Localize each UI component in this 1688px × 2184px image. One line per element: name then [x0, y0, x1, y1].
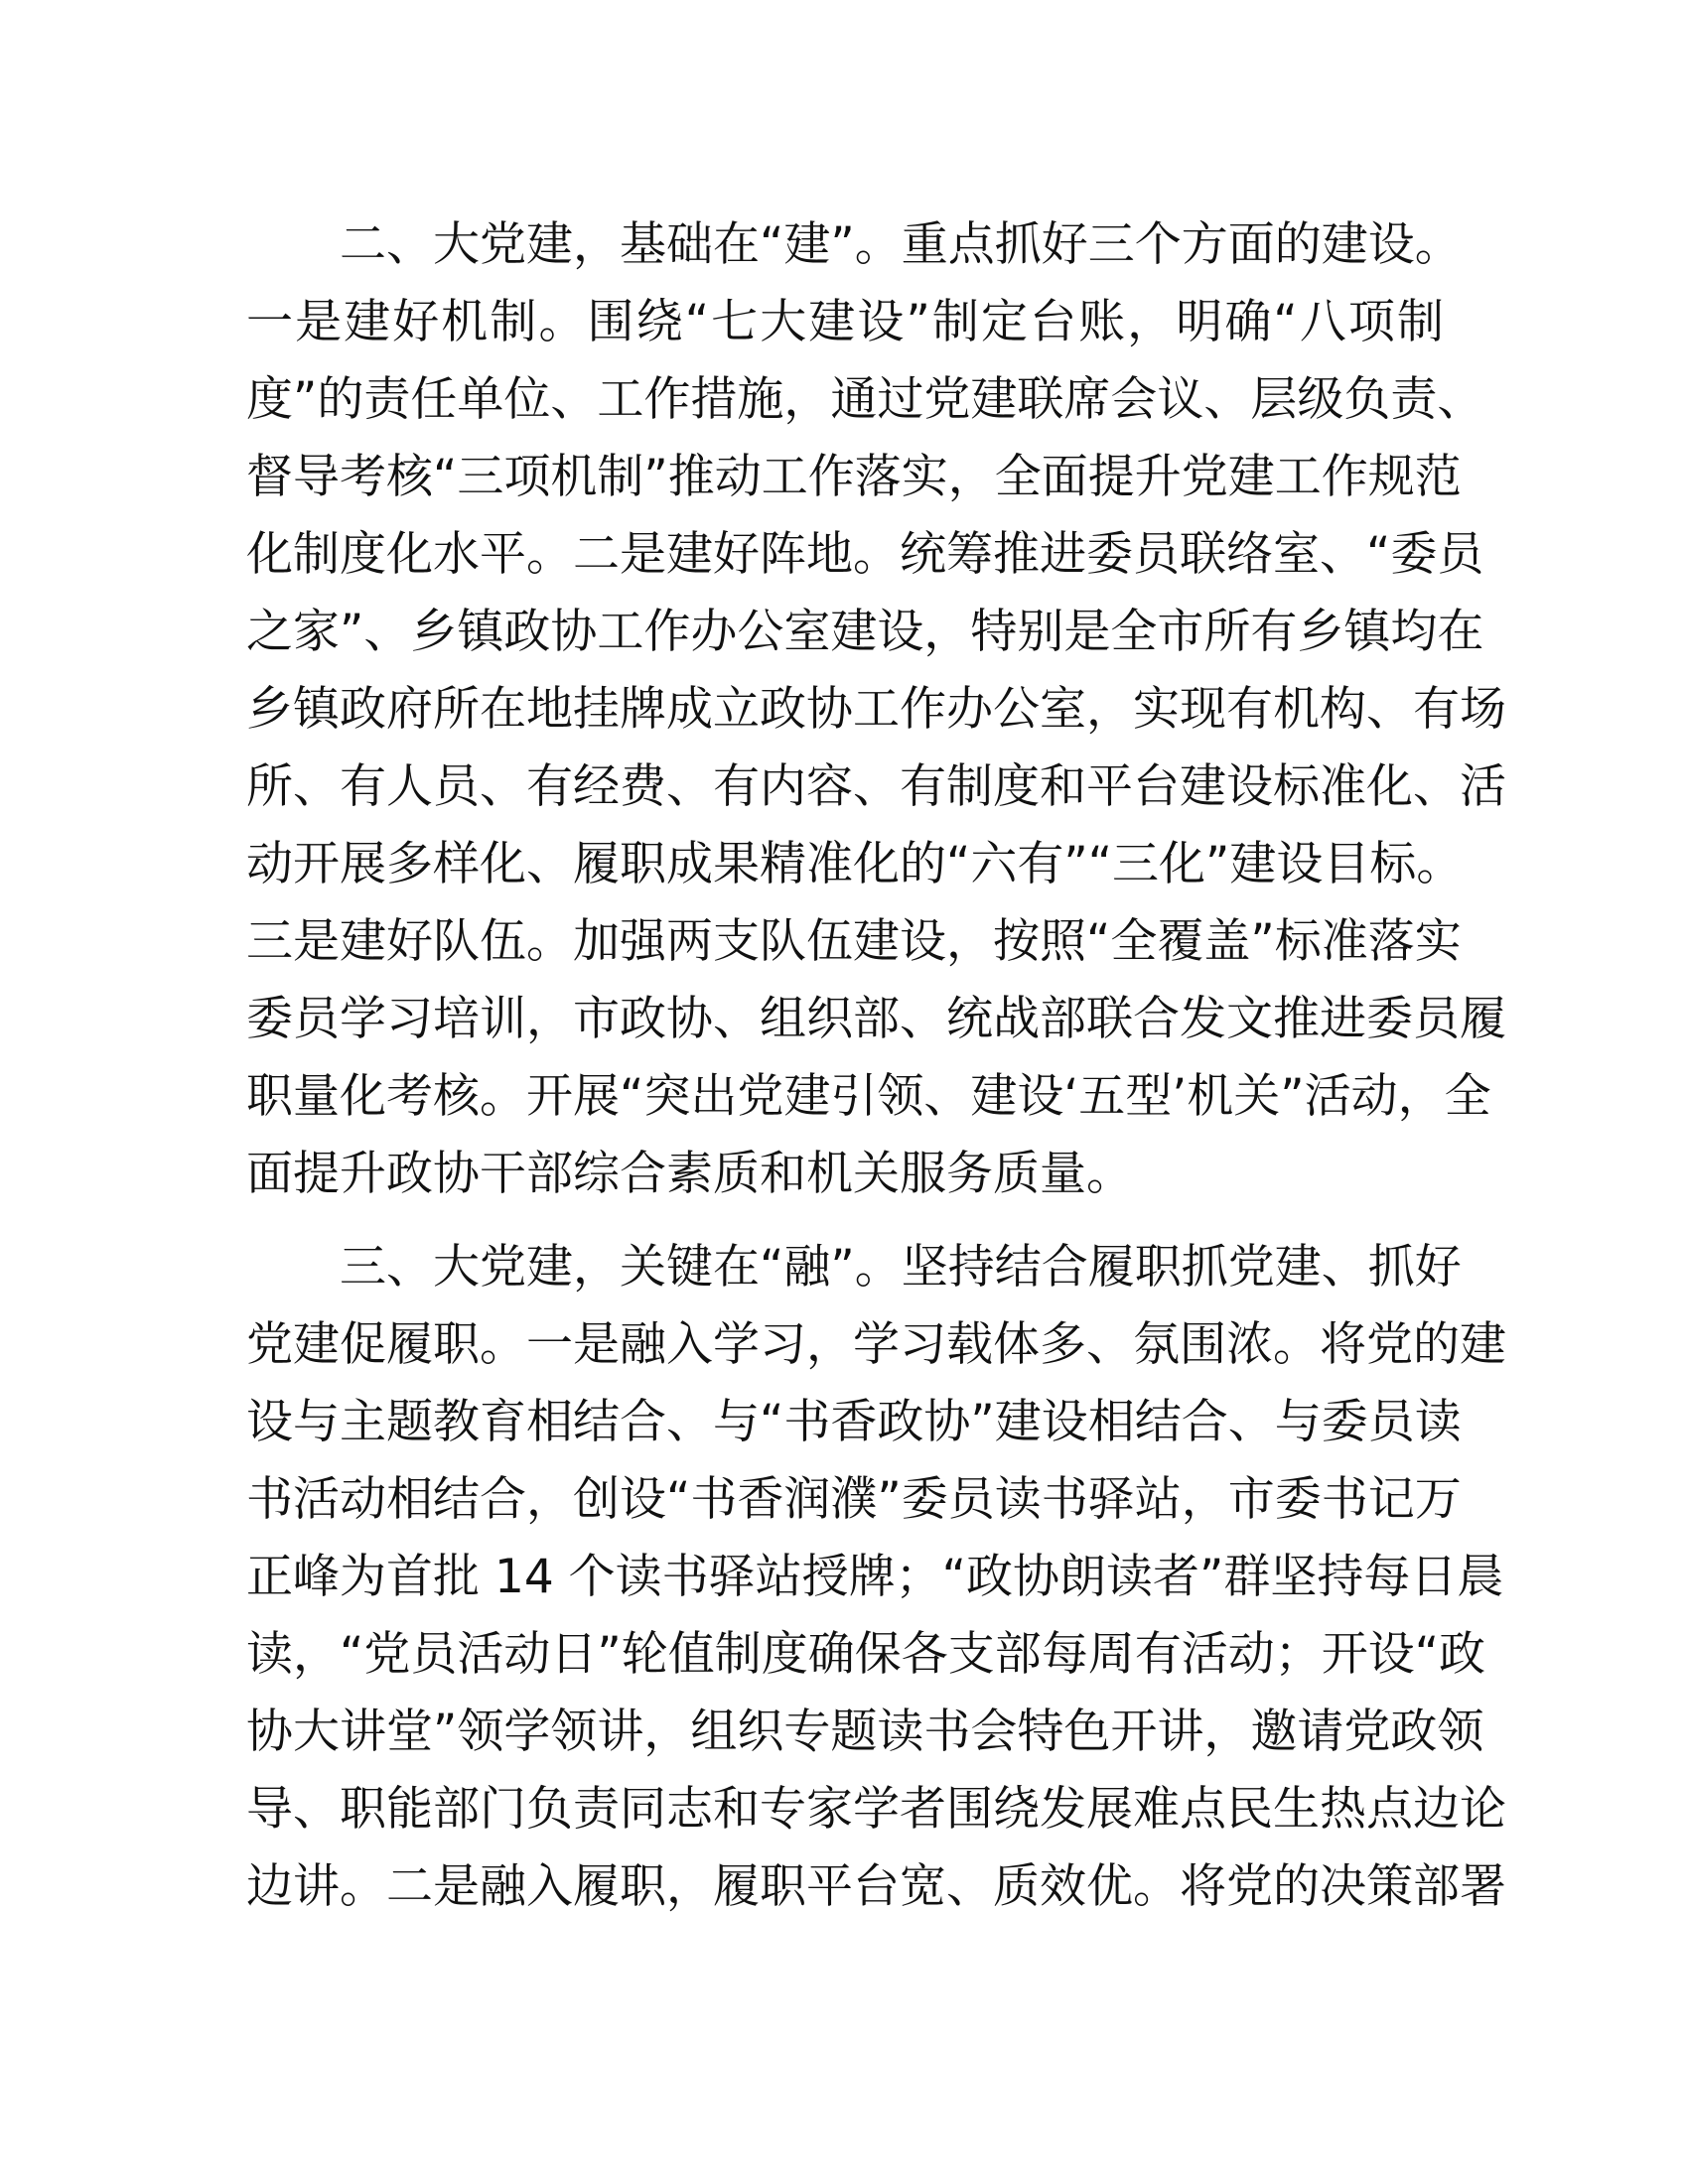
text-line: 二、大党建，基础在“建”。重点抓好三个方面的建设。	[340, 217, 1462, 272]
text-line: 化制度化水平。二是建好阵地。统筹推进委员联络室、“委员	[246, 527, 1484, 582]
text-line: 度”的责任单位、工作措施，通过党建联席会议、层级负责、	[246, 372, 1484, 427]
text-line: 设与主题教育相结合、与“书香政协”建设相结合、与委员读	[246, 1395, 1462, 1449]
text-line: 动开展多样化、履职成果精准化的“六有”“三化”建设目标。	[246, 837, 1464, 891]
text-line: 导、职能部门负责同志和专家学者围绕发展难点民生热点边论	[246, 1782, 1506, 1837]
text-line: 督导考核“三项机制”推动工作落实，全面提升党建工作规范	[246, 450, 1462, 504]
paragraph-2-building	[246, 206, 1506, 1213]
text-line: 委员学习培训，市政协、组织部、统战部联合发文推进委员履	[246, 992, 1506, 1046]
text-line: 正峰为首批 14 个读书驿站授牌；“政协朗读者”群坚持每日晨	[246, 1550, 1504, 1604]
text-line: 职量化考核。开展“突出党建引领、建设‘五型’机关”活动，全	[246, 1069, 1491, 1124]
text-line: 边讲。二是融入履职，履职平台宽、质效优。将党的决策部署	[246, 1859, 1506, 1914]
text-line: 协大讲堂”领学领讲，组织专题读书会特色开讲，邀请党政领	[246, 1705, 1484, 1759]
text-line: 三、大党建，关键在“融”。坚持结合履职抓党建、抓好	[340, 1240, 1462, 1295]
text-line: 党建促履职。一是融入学习，学习载体多、氛围浓。将党的建	[246, 1317, 1506, 1372]
paragraph-3-integration	[246, 1229, 1506, 1926]
text-line: 读，“党员活动日”轮值制度确保各支部每周有活动；开设“政	[246, 1627, 1486, 1682]
text-line: 乡镇政府所在地挂牌成立政协工作办公室，实现有机构、有场	[246, 682, 1506, 737]
text-line: 面提升政协干部综合素质和机关服务质量。	[246, 1147, 1133, 1201]
text-line: 书活动相结合，创设“书香润濮”委员读书驿站，市委书记万	[246, 1472, 1462, 1527]
text-line: 之家”、乡镇政协工作办公室建设，特别是全市所有乡镇均在	[246, 605, 1484, 659]
text-line: 所、有人员、有经费、有内容、有制度和平台建设标准化、活	[246, 759, 1506, 814]
text-line: 一是建好机制。围绕“七大建设”制定台账，明确“八项制	[246, 295, 1444, 349]
text-line: 三是建好队伍。加强两支队伍建设，按照“全覆盖”标准落实	[246, 914, 1462, 969]
body-text	[246, 206, 1506, 1926]
